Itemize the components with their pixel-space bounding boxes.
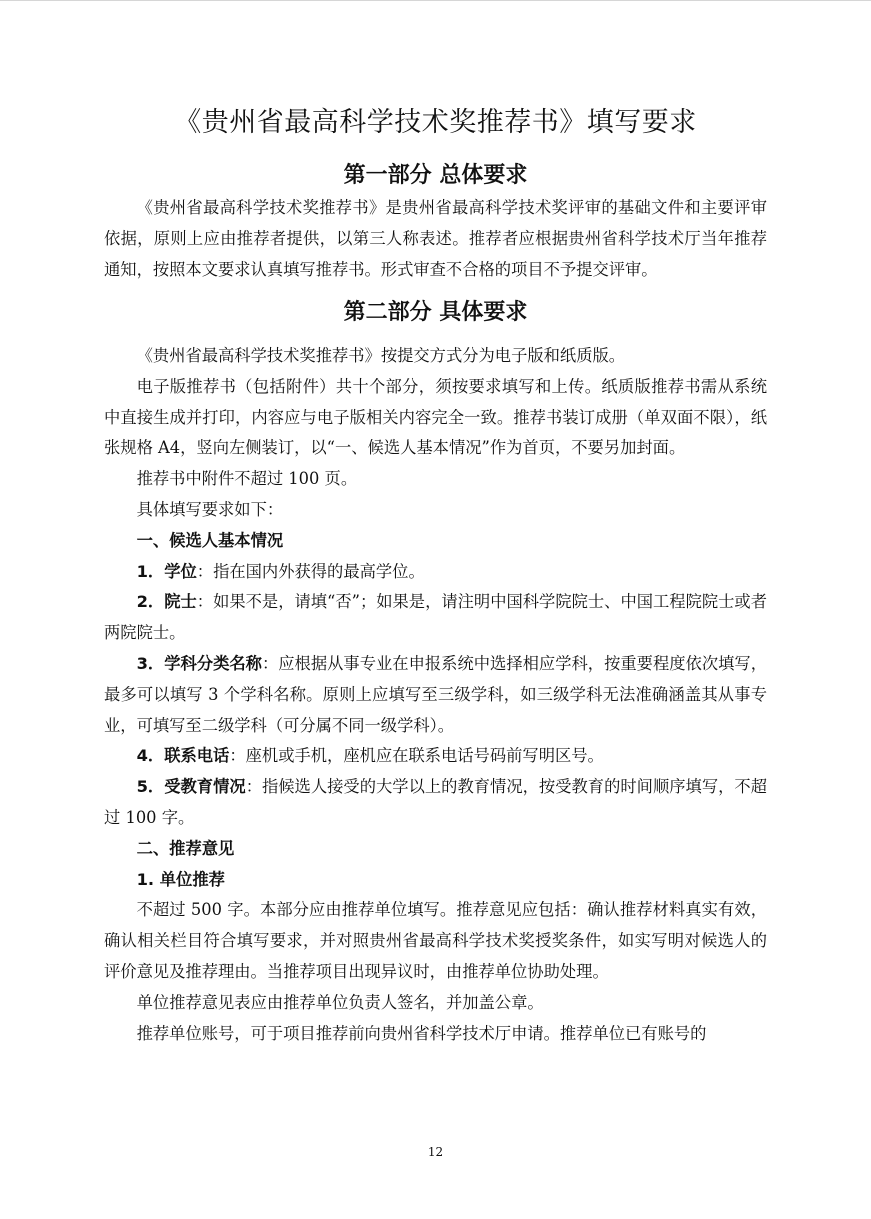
paragraph-unit-opinion: 不超过 500 字。本部分应由推荐单位填写。推荐意见应包括：确认推荐材料真实有效，确认相关栏目符合填写要求，并对照贵州省最高科学技术奖授奖条件，如实写明对候选人的评价意见及推荐理由。当推荐项目出现异议时，由推荐单位协助处理。 (104, 900, 767, 981)
paragraph-attachments: 推荐书中附件不超过 100 页。 (136, 469, 358, 489)
subsection-unit-recommendation: 1. 单位推荐 (136, 869, 225, 889)
part2-body (104, 341, 767, 1049)
part2-heading: 第二部分 具体要求 (343, 300, 528, 325)
document-title: 《贵州省最高科学技术奖推荐书》填写要求 (174, 107, 697, 138)
page-number: 12 (427, 1145, 444, 1159)
item-degree-text: ：指在国内外获得的最高学位。 (196, 561, 425, 581)
item-education (104, 772, 767, 834)
section-recommendation: 二、推荐意见 (136, 838, 235, 858)
item-academician-label: 2．院士 (136, 592, 197, 612)
item-discipline-label: 3．学科分类名称 (136, 653, 262, 673)
part1-heading: 第一部分 总体要求 (343, 163, 528, 188)
paragraph-electronic: 电子版推荐书（包括附件）共十个部分，须按要求填写和上传。纸质版推荐书需从系统中直接生成并打印，内容应与电子版相关内容完全一致。推荐书装订成册（单双面不限），纸张规格 A4，竖向左侧装订，以“一、候选人基本情况”作为首页，不要另加封面。 (104, 376, 767, 458)
item-discipline (104, 649, 767, 741)
paragraph-signature: 单位推荐意见表应由推荐单位负责人签名，并加盖公章。 (136, 992, 544, 1012)
paragraph-intro: 具体填写要求如下： (136, 499, 284, 519)
section-candidate-info: 一、候选人基本情况 (136, 530, 284, 550)
item-discipline-text: ：应根据从事专业在申报系统中选择相应学科，按重要程度依次填写，最多可以填写 3 个学科名称。原则上应填写至三级学科，如三级学科无法准确涵盖其从事专业，可填写至二级学科（可分属不同一级学科）。 (104, 653, 767, 735)
item-phone-label: 4．联系电话 (136, 746, 230, 766)
paragraph-submission: 《贵州省最高科学技术奖推荐书》按提交方式分为电子版和纸质版。 (136, 346, 626, 365)
paragraph-account: 推荐单位账号，可于项目推荐前向贵州省科学技术厅申请。推荐单位已有账号的 (136, 1023, 707, 1043)
item-education-text: ：指候选人接受的大学以上的教育情况，按受教育的时间顺序填写，不超过 100 字。 (104, 777, 767, 827)
item-degree (104, 557, 767, 588)
item-phone-text: ：座机或手机，座机应在联系电话号码前写明区号。 (229, 746, 604, 766)
item-phone (104, 741, 767, 772)
part1-paragraph: 《贵州省最高科学技术奖推荐书》是贵州省最高科学技术奖评审的基础文件和主要评审依据，原则上应由推荐者提供，以第三人称表述。推荐者应根据贵州省科学技术厅当年推荐通知，按照本文要求认真填写推荐书。形式审查不合格的项目不予提交评审。 (104, 198, 767, 279)
item-academician (104, 587, 767, 649)
item-academician-text: ：如果不是，请填“否”；如果是，请注明中国科学院院士、中国工程院院士或者两院院士。 (104, 592, 767, 643)
part1-body (104, 193, 767, 285)
item-degree-label: 1．学位 (136, 561, 197, 581)
item-education-label: 5．受教育情况 (136, 777, 246, 797)
